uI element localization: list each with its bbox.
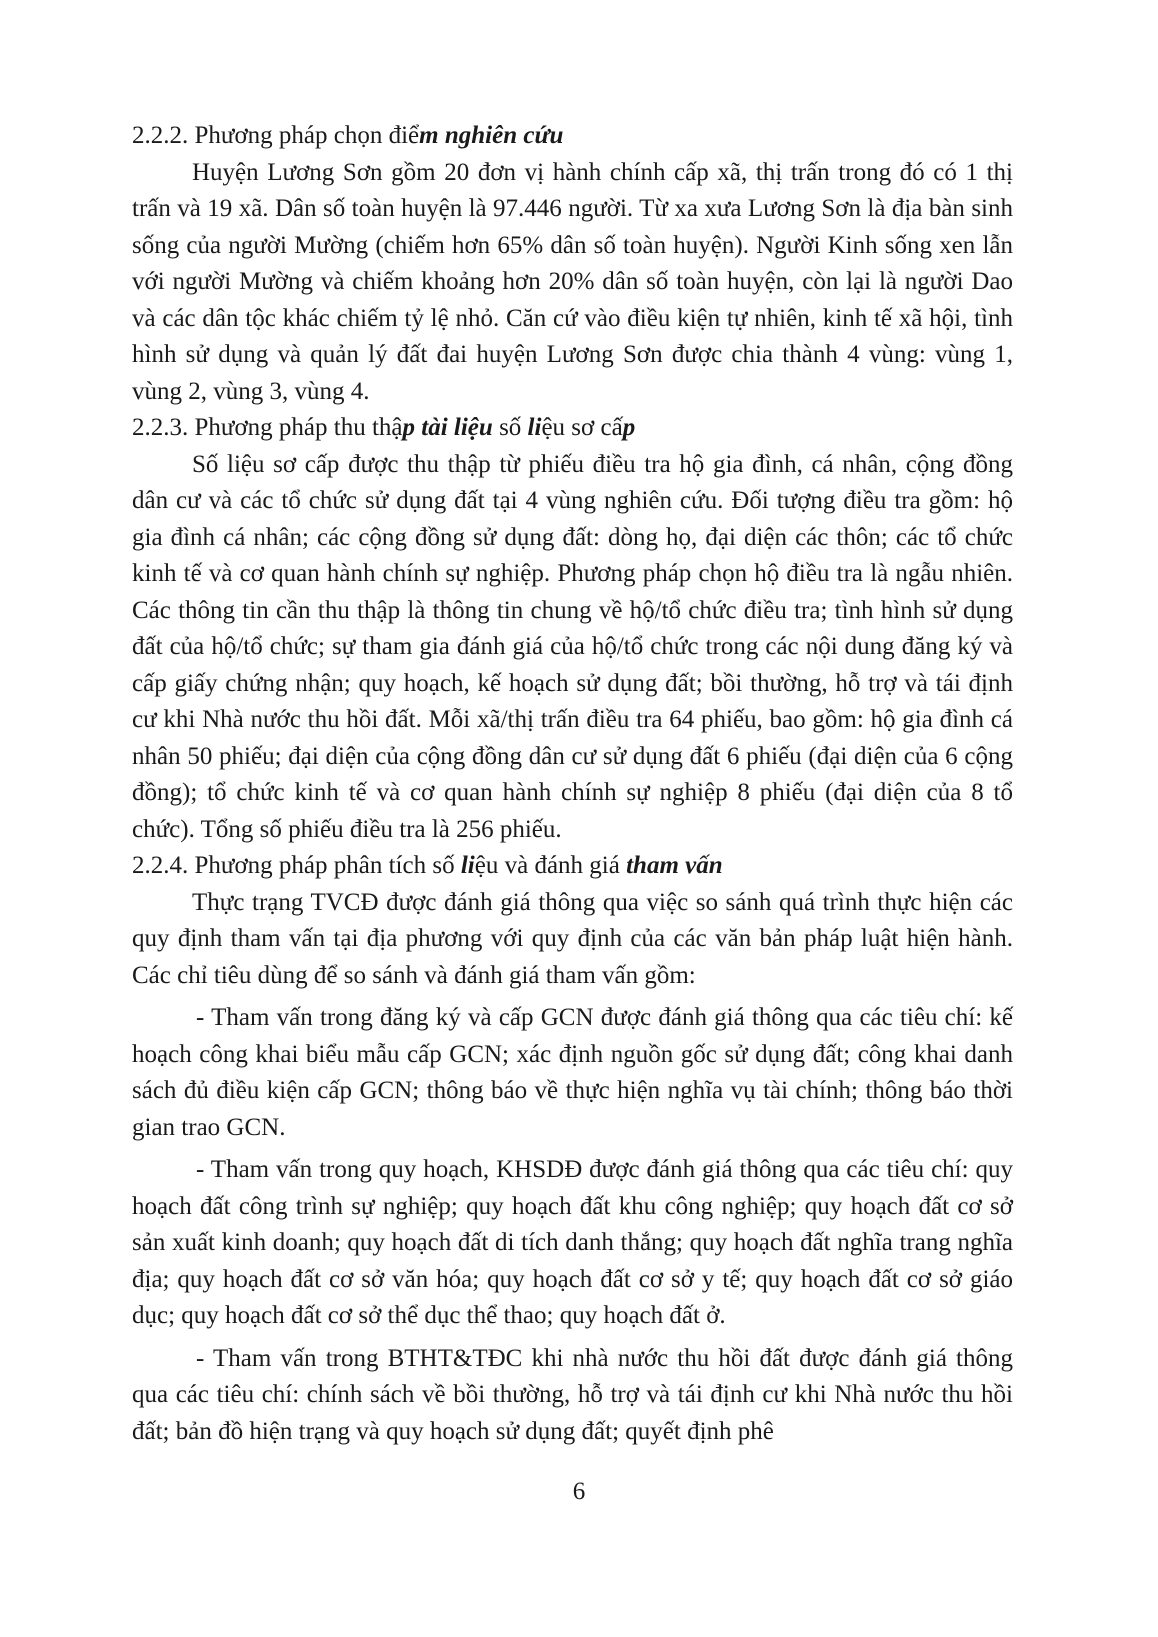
document-page bbox=[132, 118, 1013, 1450]
section-heading-2-2-3 bbox=[132, 410, 1013, 447]
bullet-compensation: - Tham vấn trong BTHT&TĐC khi nhà nước thu hồi đất được đánh giá thông qua các tiêu chí: chính sách về bồi thường, hỗ trợ và tái định cư khi Nhà nước thu hồi đất; bản đồ hiện trạng và quy hoạch sử dụng đất; quyết định phê bbox=[132, 1344, 1013, 1445]
heading-emphasis: p tài liệu bbox=[402, 414, 493, 441]
heading-emphasis: p bbox=[622, 414, 636, 441]
heading-emphasis: li bbox=[460, 852, 475, 879]
paragraph-study-area: Huyện Lương Sơn gồm 20 đơn vị hành chính cấp xã, thị trấn trong đó có 1 thị trấn và 19 xã. Dân số toàn huyện là 97.446 người. Từ xa xưa Lương Sơn là địa bàn sinh sống của người Mường (chiếm hơn 65% dân số toàn huyện). Người Kinh sống xen lẫn với người Mường và chiếm khoảng hơn 20% dân số toàn huyện, còn lại là người Dao và các dân tộc khác chiếm tỷ lệ nhỏ. Căn cứ vào điều kiện tự nhiên, kinh tế xã hội, tình hình sử dụng và quản lý đất đai huyện Lương Sơn được chia thành 4 vùng: vùng 1, vùng 2, vùng 3, vùng 4. bbox=[132, 158, 1013, 405]
page-number: 6 bbox=[572, 1478, 586, 1505]
bullet-land-planning: - Tham vấn trong quy hoạch, KHSDĐ được đánh giá thông qua các tiêu chí: quy hoạch đất công trình sự nghiệp; quy hoạch đất khu công nghiệp; quy hoạch đất cơ sở sản xuất kinh doanh; quy hoạch đất di tích danh thắng; quy hoạch đất nghĩa trang nghĩa địa; quy hoạch đất cơ sở văn hóa; quy hoạch đất cơ sở y tế; quy hoạch đất cơ sở giáo dục; quy hoạch đất cơ sở thể dục thể thao; quy hoạch đất ở. bbox=[132, 1156, 1013, 1329]
heading-text: 2.2.2. Phương pháp chọn điể bbox=[132, 122, 420, 149]
bullet-registration-gcn: - Tham vấn trong đăng ký và cấp GCN được đánh giá thông qua các tiêu chí: kế hoạch công khai biểu mẫu cấp GCN; xác định nguồn gốc sử dụng đất; công khai danh sách đủ điều kiện cấp GCN; thông báo về thực hiện nghĩa vụ tài chính; thông báo thời gian trao GCN. bbox=[132, 1004, 1013, 1141]
heading-text: số bbox=[492, 414, 528, 441]
section-heading-2-2-2 bbox=[132, 118, 1013, 155]
heading-text: ệu và đánh giá bbox=[474, 852, 627, 879]
heading-emphasis: tham vấn bbox=[626, 852, 723, 879]
heading-text: 2.2.4. Phương pháp phân tích số bbox=[132, 852, 461, 879]
paragraph-analysis-intro: Thực trạng TVCĐ được đánh giá thông qua việc so sánh quá trình thực hiện các quy định tham vấn tại địa phương với quy định của các văn bản pháp luật hiện hành. Các chỉ tiêu dùng để so sánh và đánh giá tham vấn gồm: bbox=[132, 888, 1013, 989]
heading-emphasis: m nghiên cứu bbox=[419, 122, 564, 149]
heading-text: 2.2.3. Phương pháp thu thậ bbox=[132, 414, 403, 441]
paragraph-primary-data: Số liệu sơ cấp được thu thập từ phiếu điều tra hộ gia đình, cá nhân, cộng đồng dân cư và các tổ chức sử dụng đất tại 4 vùng nghiên cứu. Đối tượng điều tra gồm: hộ gia đình cá nhân; các cộng đồng sử dụng đất: dòng họ, đại diện các thôn; các tổ chức kinh tế và cơ quan hành chính sự nghiệp. Phương pháp chọn hộ điều tra là ngẫu nhiên. Các thông tin cần thu thập là thông tin chung về hộ/tổ chức điều tra; tình hình sử dụng đất của hộ/tổ chức; sự tham gia đánh giá của hộ/tổ chức trong các nội dung đăng ký và cấp giấy chứng nhận; quy hoạch, kế hoạch sử dụng đất; bồi thường, hỗ trợ và tái định cư khi Nhà nước thu hồi đất. Mỗi xã/thị trấn điều tra 64 phiếu, bao gồm: hộ gia đình cá nhân 50 phiếu; đại diện của cộng đồng dân cư sử dụng đất 6 phiếu (đại diện của 6 cộng đồng); tổ chức kinh tế và cơ quan hành chính sự nghiệp 8 phiếu (đại diện của 8 tổ chức). Tổng số phiếu điều tra là 256 phiếu. bbox=[132, 450, 1013, 843]
heading-text: ệu sơ cấ bbox=[541, 414, 623, 441]
section-heading-2-2-4 bbox=[132, 848, 1013, 885]
heading-emphasis: li bbox=[527, 414, 542, 441]
